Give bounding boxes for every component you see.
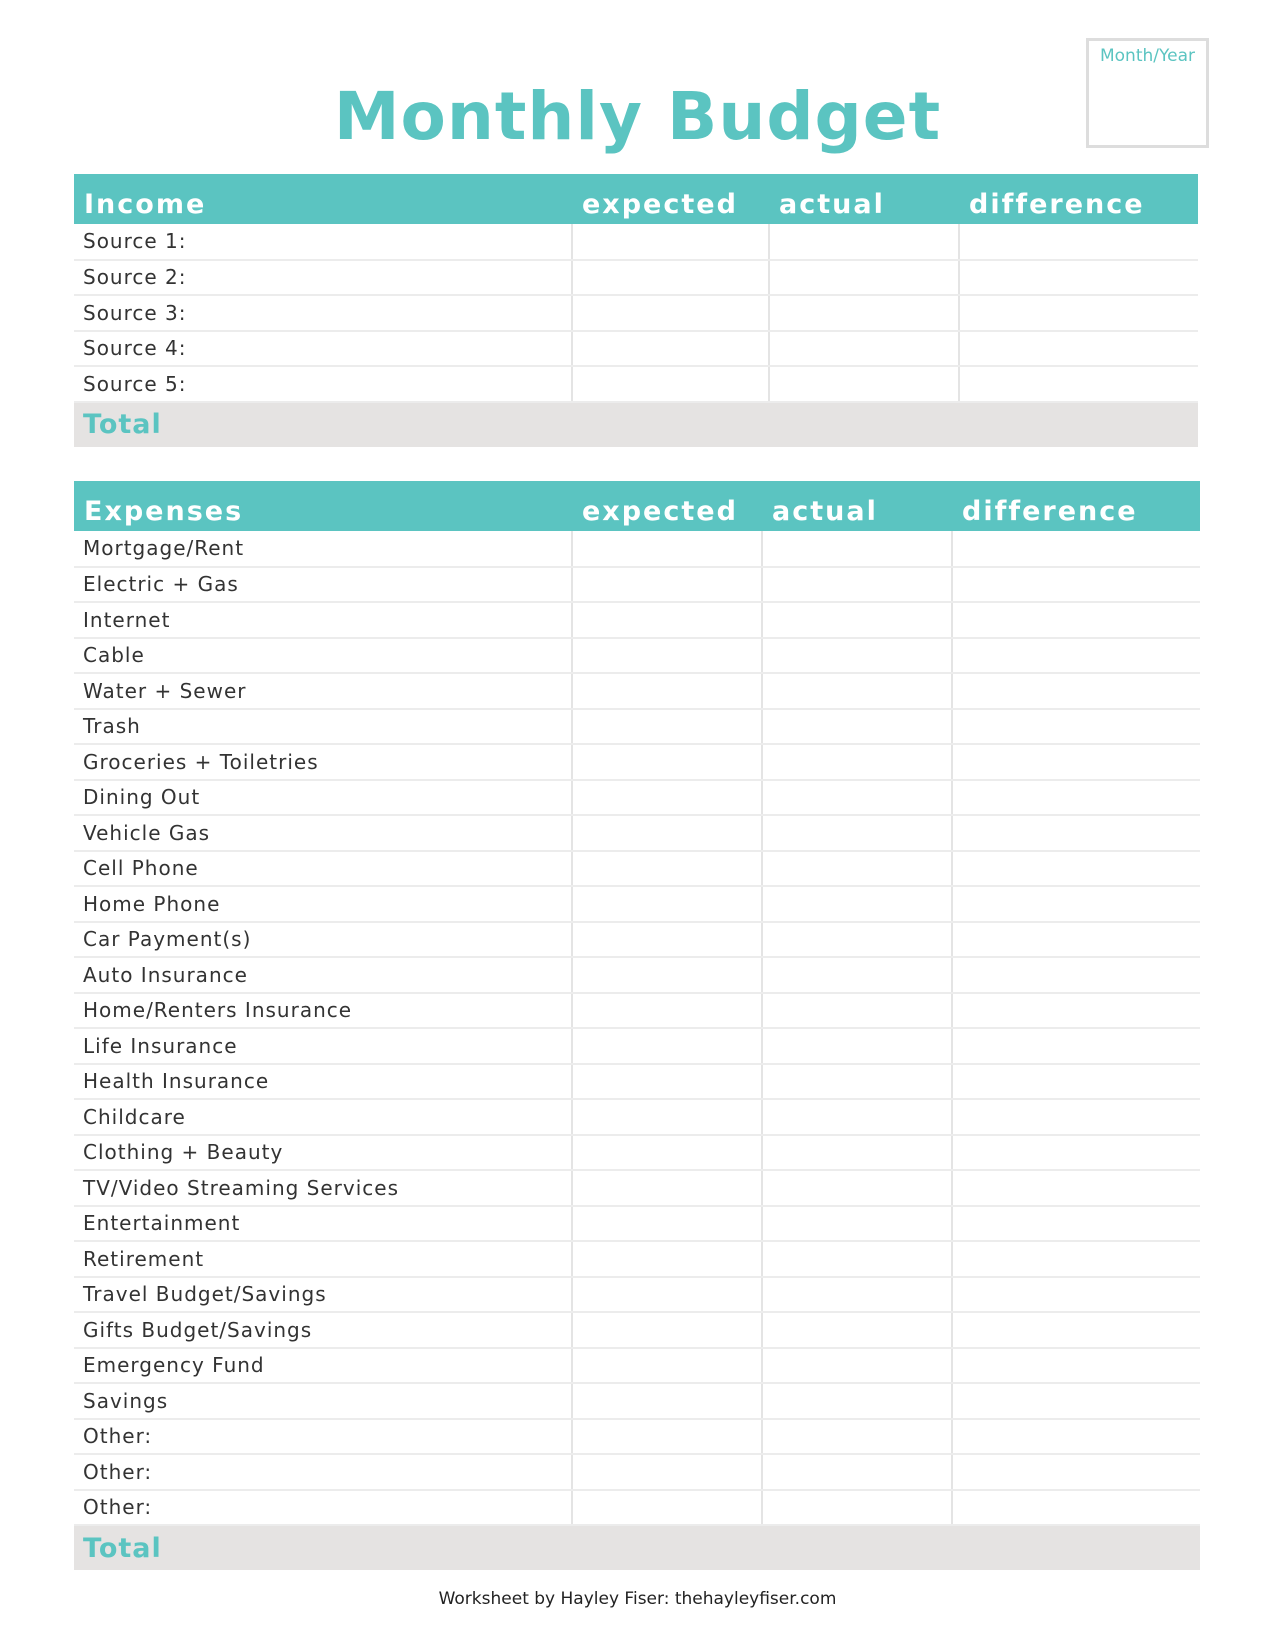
expenses-header-actual: actual: [762, 481, 952, 531]
expense-row: [74, 1277, 1200, 1313]
expense-row-label: Vehicle Gas: [74, 815, 572, 851]
expense-row: [74, 1419, 1200, 1455]
income-actual-cell[interactable]: [769, 260, 959, 296]
income-row-label: Source 3:: [74, 295, 572, 331]
income-expected-cell[interactable]: [572, 331, 769, 367]
expense-actual-cell[interactable]: [762, 1348, 952, 1384]
income-expected-cell[interactable]: [572, 260, 769, 296]
expense-row: [74, 993, 1200, 1029]
expense-expected-cell[interactable]: [572, 886, 762, 922]
expense-difference-cell[interactable]: [952, 886, 1200, 922]
expense-row: [74, 1170, 1200, 1206]
expense-actual-cell[interactable]: [762, 602, 952, 638]
expense-row: [74, 567, 1200, 603]
expense-actual-cell[interactable]: [762, 1312, 952, 1348]
expense-actual-cell[interactable]: [762, 1383, 952, 1419]
expense-difference-cell[interactable]: [952, 1419, 1200, 1455]
expense-row-label: Electric + Gas: [74, 567, 572, 603]
expense-row-label: Entertainment: [74, 1206, 572, 1242]
expense-difference-cell[interactable]: [952, 957, 1200, 993]
income-difference-cell[interactable]: [959, 331, 1198, 367]
income-row: [74, 295, 1198, 331]
expense-row-label: Other:: [74, 1490, 572, 1526]
expense-expected-cell[interactable]: [572, 1383, 762, 1419]
expense-expected-cell[interactable]: [572, 1348, 762, 1384]
expense-expected-cell[interactable]: [572, 744, 762, 780]
expense-row-label: Clothing + Beauty: [74, 1135, 572, 1171]
expense-actual-cell[interactable]: [762, 851, 952, 887]
income-expected-cell[interactable]: [572, 366, 769, 402]
expense-expected-cell[interactable]: [572, 673, 762, 709]
expense-row-label: Savings: [74, 1383, 572, 1419]
expense-expected-cell[interactable]: [572, 602, 762, 638]
expense-row-label: Other:: [74, 1454, 572, 1490]
expenses-header-row: [74, 481, 1200, 531]
expense-row: [74, 531, 1200, 567]
expense-expected-cell[interactable]: [572, 957, 762, 993]
expense-row: [74, 1383, 1200, 1419]
expense-row: [74, 1135, 1200, 1171]
income-difference-cell[interactable]: [959, 366, 1198, 402]
income-actual-cell[interactable]: [769, 366, 959, 402]
expense-row-label: Trash: [74, 709, 572, 745]
income-difference-cell[interactable]: [959, 260, 1198, 296]
expense-expected-cell[interactable]: [572, 993, 762, 1029]
expense-difference-cell[interactable]: [952, 1170, 1200, 1206]
expense-difference-cell[interactable]: [952, 673, 1200, 709]
expenses-total-label: Total: [74, 1525, 1200, 1570]
expense-actual-cell[interactable]: [762, 1170, 952, 1206]
income-row-label: Source 5:: [74, 366, 572, 402]
expense-actual-cell[interactable]: [762, 1419, 952, 1455]
month-year-label: Month/Year: [1099, 46, 1195, 66]
expense-expected-cell[interactable]: [572, 922, 762, 958]
expense-difference-cell[interactable]: [952, 815, 1200, 851]
expense-actual-cell[interactable]: [762, 1206, 952, 1242]
expense-actual-cell[interactable]: [762, 993, 952, 1029]
expense-row-label: Cable: [74, 638, 572, 674]
expense-actual-cell[interactable]: [762, 1064, 952, 1100]
expense-difference-cell[interactable]: [952, 1454, 1200, 1490]
income-row-label: Source 4:: [74, 331, 572, 367]
expense-expected-cell[interactable]: [572, 1206, 762, 1242]
expense-row: [74, 1241, 1200, 1277]
expense-difference-cell[interactable]: [952, 709, 1200, 745]
expense-actual-cell[interactable]: [762, 1490, 952, 1526]
expense-row-label: Groceries + Toiletries: [74, 744, 572, 780]
expense-difference-cell[interactable]: [952, 993, 1200, 1029]
expense-row-label: Car Payment(s): [74, 922, 572, 958]
expense-difference-cell[interactable]: [952, 744, 1200, 780]
expense-expected-cell[interactable]: [572, 851, 762, 887]
expense-expected-cell[interactable]: [572, 1312, 762, 1348]
expense-row: [74, 780, 1200, 816]
expense-difference-cell[interactable]: [952, 1135, 1200, 1171]
expense-difference-cell[interactable]: [952, 602, 1200, 638]
income-difference-cell[interactable]: [959, 224, 1198, 260]
income-header-actual: actual: [769, 174, 959, 224]
expense-expected-cell[interactable]: [572, 709, 762, 745]
income-header-difference: difference: [959, 174, 1198, 224]
expense-row-label: Mortgage/Rent: [74, 531, 572, 567]
expense-actual-cell[interactable]: [762, 957, 952, 993]
expense-actual-cell[interactable]: [762, 709, 952, 745]
income-expected-cell[interactable]: [572, 295, 769, 331]
expense-actual-cell[interactable]: [762, 780, 952, 816]
expense-expected-cell[interactable]: [572, 1490, 762, 1526]
expense-row: [74, 1064, 1200, 1100]
expense-row-label: Auto Insurance: [74, 957, 572, 993]
income-row: [74, 224, 1198, 260]
expense-row-label: TV/Video Streaming Services: [74, 1170, 572, 1206]
expense-row: [74, 851, 1200, 887]
expense-row-label: Emergency Fund: [74, 1348, 572, 1384]
expenses-total-row: [74, 1525, 1200, 1570]
expense-row-label: Cell Phone: [74, 851, 572, 887]
expense-difference-cell[interactable]: [952, 780, 1200, 816]
expense-row-label: Dining Out: [74, 780, 572, 816]
expenses-body: [74, 531, 1200, 1570]
expense-row: [74, 744, 1200, 780]
expense-row-label: Internet: [74, 602, 572, 638]
expense-actual-cell[interactable]: [762, 1135, 952, 1171]
expense-row: [74, 673, 1200, 709]
expense-expected-cell[interactable]: [572, 1135, 762, 1171]
page-title: Monthly Budget: [333, 78, 942, 155]
expense-difference-cell[interactable]: [952, 1064, 1200, 1100]
income-total-label: Total: [74, 402, 1198, 447]
expense-row-label: Gifts Budget/Savings: [74, 1312, 572, 1348]
expense-row: [74, 1312, 1200, 1348]
expense-difference-cell[interactable]: [952, 1312, 1200, 1348]
income-actual-cell[interactable]: [769, 295, 959, 331]
expense-difference-cell[interactable]: [952, 1241, 1200, 1277]
expense-row-label: Health Insurance: [74, 1064, 572, 1100]
expense-row: [74, 957, 1200, 993]
income-table: [74, 174, 1198, 447]
expense-row-label: Travel Budget/Savings: [74, 1277, 572, 1313]
income-expected-cell[interactable]: [572, 224, 769, 260]
expense-difference-cell[interactable]: [952, 531, 1200, 567]
expense-actual-cell[interactable]: [762, 1028, 952, 1064]
expense-row: [74, 602, 1200, 638]
expense-actual-cell[interactable]: [762, 1454, 952, 1490]
income-row: [74, 331, 1198, 367]
expense-row: [74, 886, 1200, 922]
expense-expected-cell[interactable]: [572, 1064, 762, 1100]
income-actual-cell[interactable]: [769, 224, 959, 260]
income-actual-cell[interactable]: [769, 331, 959, 367]
expense-row-label: Retirement: [74, 1241, 572, 1277]
expense-row: [74, 1490, 1200, 1526]
expense-row: [74, 709, 1200, 745]
expense-expected-cell[interactable]: [572, 815, 762, 851]
expense-actual-cell[interactable]: [762, 567, 952, 603]
expense-expected-cell[interactable]: [572, 1454, 762, 1490]
expense-row: [74, 922, 1200, 958]
expense-actual-cell[interactable]: [762, 886, 952, 922]
expense-expected-cell[interactable]: [572, 780, 762, 816]
expense-row: [74, 1454, 1200, 1490]
income-row-label: Source 2:: [74, 260, 572, 296]
expense-actual-cell[interactable]: [762, 1241, 952, 1277]
expense-actual-cell[interactable]: [762, 531, 952, 567]
expense-row-label: Home Phone: [74, 886, 572, 922]
expense-expected-cell[interactable]: [572, 1277, 762, 1313]
expense-row: [74, 1206, 1200, 1242]
expense-expected-cell[interactable]: [572, 1099, 762, 1135]
expense-actual-cell[interactable]: [762, 815, 952, 851]
month-year-box[interactable]: [1086, 38, 1209, 148]
expense-row: [74, 638, 1200, 674]
expense-row: [74, 815, 1200, 851]
income-header-label: Income: [74, 174, 572, 224]
income-difference-cell[interactable]: [959, 295, 1198, 331]
expense-difference-cell[interactable]: [952, 1277, 1200, 1313]
expense-difference-cell[interactable]: [952, 851, 1200, 887]
expense-difference-cell[interactable]: [952, 1206, 1200, 1242]
expense-difference-cell[interactable]: [952, 1490, 1200, 1526]
expense-expected-cell[interactable]: [572, 1419, 762, 1455]
income-row: [74, 366, 1198, 402]
expense-difference-cell[interactable]: [952, 1383, 1200, 1419]
expense-expected-cell[interactable]: [572, 1028, 762, 1064]
income-row: [74, 260, 1198, 296]
expense-row-label: Childcare: [74, 1099, 572, 1135]
footer-credit: Worksheet by Hayley Fiser: thehayleyfiser.com: [438, 1589, 837, 1609]
expense-row-label: Other:: [74, 1419, 572, 1455]
expense-expected-cell[interactable]: [572, 531, 762, 567]
expense-row: [74, 1028, 1200, 1064]
expenses-table: [74, 481, 1200, 1570]
expense-actual-cell[interactable]: [762, 1277, 952, 1313]
income-total-row: [74, 402, 1198, 447]
income-header-expected: expected: [572, 174, 769, 224]
expenses-header-difference: difference: [952, 481, 1200, 531]
expense-difference-cell[interactable]: [952, 1099, 1200, 1135]
expense-row-label: Home/Renters Insurance: [74, 993, 572, 1029]
expense-difference-cell[interactable]: [952, 1028, 1200, 1064]
expense-difference-cell[interactable]: [952, 638, 1200, 674]
expense-expected-cell[interactable]: [572, 638, 762, 674]
income-header-row: [74, 174, 1198, 224]
expense-row: [74, 1099, 1200, 1135]
expense-expected-cell[interactable]: [572, 1170, 762, 1206]
expense-expected-cell[interactable]: [572, 1241, 762, 1277]
expense-difference-cell[interactable]: [952, 1348, 1200, 1384]
expense-actual-cell[interactable]: [762, 673, 952, 709]
expense-actual-cell[interactable]: [762, 638, 952, 674]
expense-difference-cell[interactable]: [952, 922, 1200, 958]
expense-actual-cell[interactable]: [762, 1099, 952, 1135]
expense-difference-cell[interactable]: [952, 567, 1200, 603]
expense-actual-cell[interactable]: [762, 744, 952, 780]
expense-row-label: Life Insurance: [74, 1028, 572, 1064]
expense-row: [74, 1348, 1200, 1384]
expense-expected-cell[interactable]: [572, 567, 762, 603]
expense-row-label: Water + Sewer: [74, 673, 572, 709]
expenses-header-label: Expenses: [74, 481, 572, 531]
expense-actual-cell[interactable]: [762, 922, 952, 958]
expenses-header-expected: expected: [572, 481, 762, 531]
income-row-label: Source 1:: [74, 224, 572, 260]
